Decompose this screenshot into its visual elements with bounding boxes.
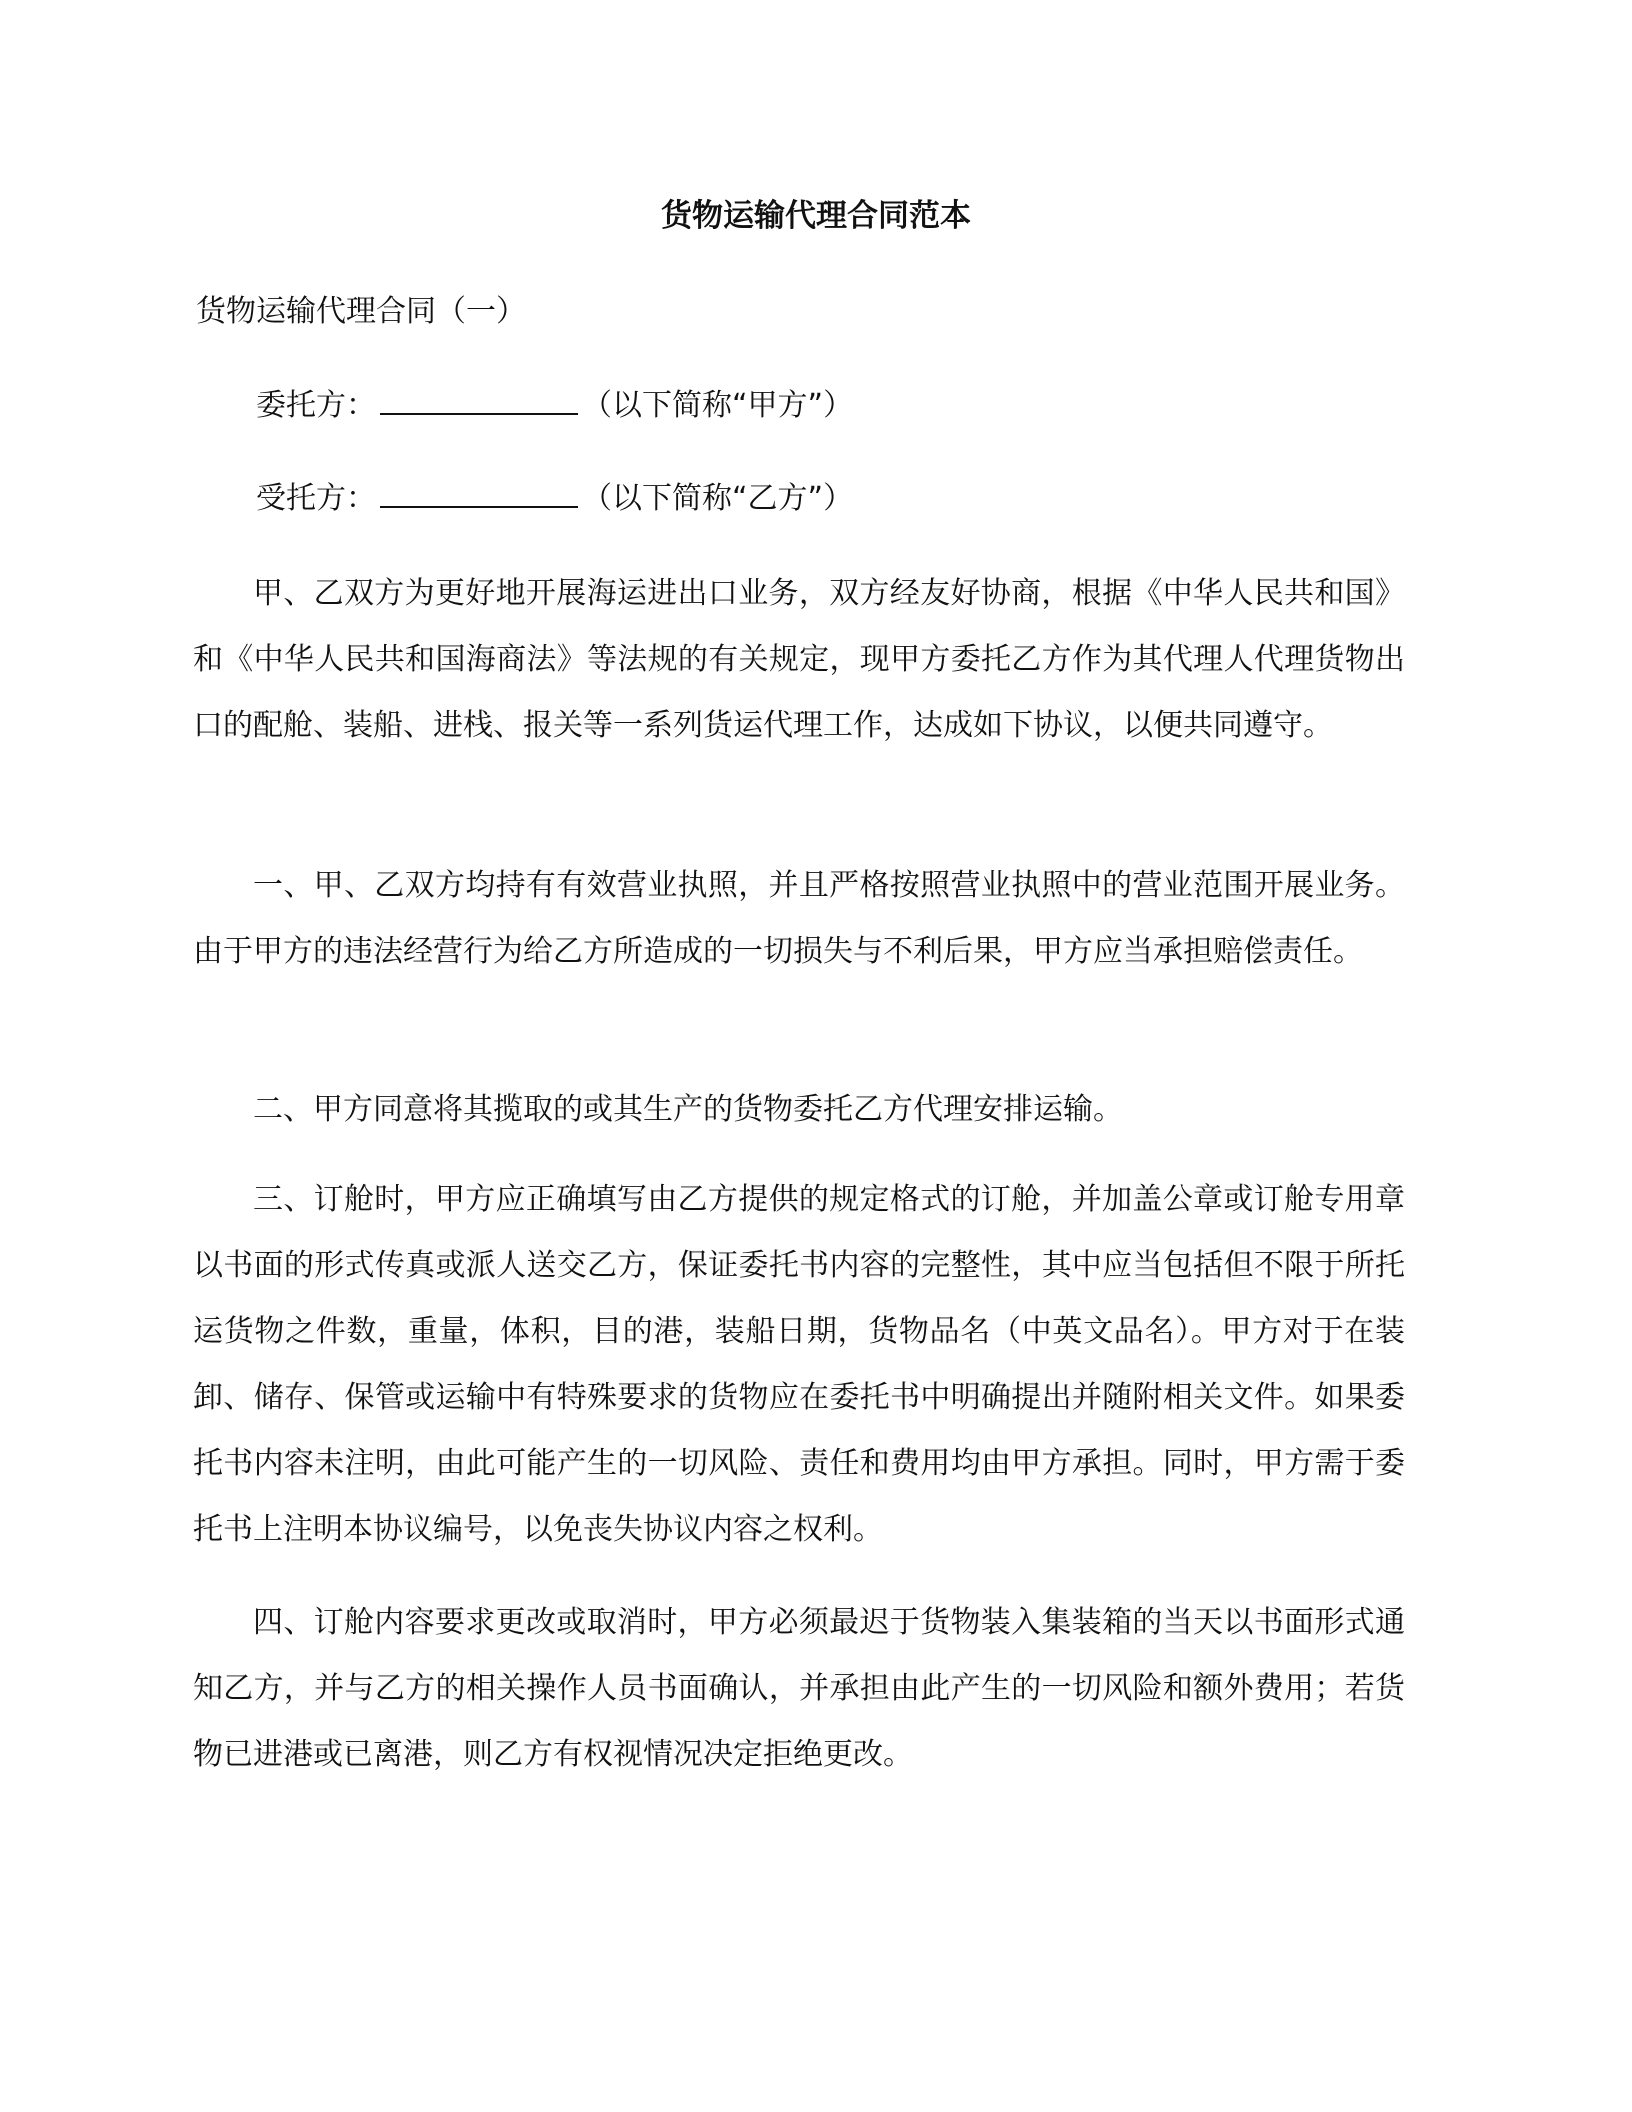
entrusted-party-line bbox=[256, 474, 853, 521]
clause-3: 三、订舱时，甲方应正确填写由乙方提供的规定格式的订舱，并加盖公章或订舱专用章以书面的形式传真或派人送交乙方，保证委托书内容的完整性，其中应当包括但不限于所托运货物之件数，重量，体积，目的港，装船日期，货物品名（中英文品名）。甲方对于在装卸、储存、保管或运输中有特殊要求的货物应在委托书中明确提出并随附相关文件。如果委托书内容未注明，由此可能产生的一切风险、责任和费用均由甲方承担。同时，甲方需于委托书上注明本协议编号，以免丧失协议内容之权利。 bbox=[193, 1182, 1405, 1547]
entrusting-party-note: （以下简称“甲方”） bbox=[582, 388, 854, 423]
entrusting-party-line bbox=[256, 381, 853, 428]
document-title: 货物运输代理合同范本 bbox=[661, 198, 971, 234]
contract-subtitle: 货物运输代理合同（一） bbox=[196, 294, 526, 329]
clause-2: 二、甲方同意将其揽取的或其生产的货物委托乙方代理安排运输。 bbox=[253, 1092, 1123, 1127]
entrusted-party-label: 受托方： bbox=[256, 481, 376, 516]
entrusted-party-note: （以下简称“乙方”） bbox=[582, 481, 854, 516]
clause-4: 四、订舱内容要求更改或取消时，甲方必须最迟于货物装入集装箱的当天以书面形式通知乙方，并与乙方的相关操作人员书面确认，并承担由此产生的一切风险和额外费用；若货物已进港或已离港，则乙方有权视情况决定拒绝更改。 bbox=[193, 1605, 1405, 1772]
intro-paragraph: 甲、乙双方为更好地开展海运进出口业务，双方经友好协商，根据《中华人民共和国》和《中华人民共和国海商法》等法规的有关规定，现甲方委托乙方作为其代理人代理货物出口的配舱、装船、进栈、报关等一系列货运代理工作，达成如下协议，以便共同遵守。 bbox=[193, 576, 1405, 743]
entrusted-party-blank bbox=[380, 474, 578, 508]
entrusting-party-blank bbox=[380, 381, 578, 415]
entrusting-party-label: 委托方： bbox=[256, 388, 376, 423]
clause-1: 一、甲、乙双方均持有有效营业执照，并且严格按照营业执照中的营业范围开展业务。由于甲方的违法经营行为给乙方所造成的一切损失与不利后果，甲方应当承担赔偿责任。 bbox=[193, 868, 1405, 969]
